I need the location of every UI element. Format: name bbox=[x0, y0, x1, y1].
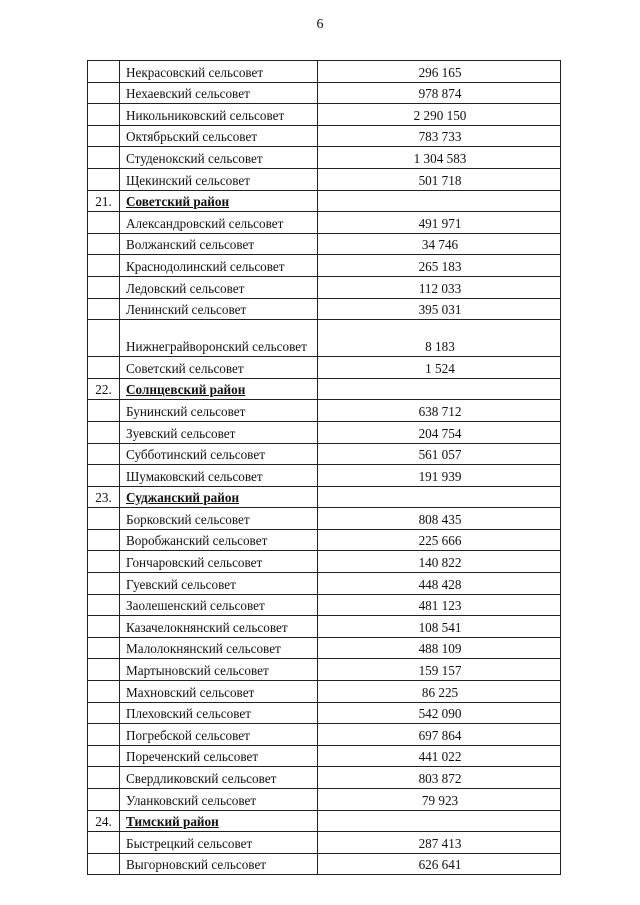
table-row bbox=[88, 745, 561, 767]
council-name: Заолешенский сельсовет bbox=[120, 594, 318, 616]
allocation-table bbox=[87, 60, 561, 875]
row-number bbox=[88, 508, 120, 530]
table-row bbox=[88, 551, 561, 573]
table-body bbox=[88, 61, 561, 875]
council-name: Бунинский сельсовет bbox=[120, 400, 318, 422]
council-name: Волжанский сельсовет bbox=[120, 233, 318, 255]
amount-value: 978 874 bbox=[318, 82, 561, 104]
table-row bbox=[88, 594, 561, 616]
table-row bbox=[88, 357, 561, 379]
council-name: Погребской сельсовет bbox=[120, 724, 318, 746]
row-number bbox=[88, 465, 120, 487]
row-number bbox=[88, 298, 120, 320]
amount-value: 542 090 bbox=[318, 702, 561, 724]
council-name: Гуевский сельсовет bbox=[120, 573, 318, 595]
table-row bbox=[88, 832, 561, 854]
council-name: Шумаковский сельсовет bbox=[120, 465, 318, 487]
amount-value: 159 157 bbox=[318, 659, 561, 681]
row-number bbox=[88, 400, 120, 422]
amount-value: 626 641 bbox=[318, 853, 561, 875]
table-row bbox=[88, 616, 561, 638]
table-row bbox=[88, 529, 561, 551]
amount-value: 108 541 bbox=[318, 616, 561, 638]
amount-value: 501 718 bbox=[318, 168, 561, 190]
council-name: Пореченский сельсовет bbox=[120, 745, 318, 767]
row-number bbox=[88, 320, 120, 357]
amount-value: 803 872 bbox=[318, 767, 561, 789]
amount-value: 296 165 bbox=[318, 61, 561, 83]
council-name: Мартыновский сельсовет bbox=[120, 659, 318, 681]
table-row bbox=[88, 104, 561, 126]
row-number bbox=[88, 276, 120, 298]
row-number: 22. bbox=[88, 378, 120, 400]
table-row bbox=[88, 508, 561, 530]
amount-value: 1 524 bbox=[318, 357, 561, 379]
council-name: Октябрьский сельсовет bbox=[120, 125, 318, 147]
row-number bbox=[88, 147, 120, 169]
council-name: Щекинский сельсовет bbox=[120, 168, 318, 190]
amount-value: 86 225 bbox=[318, 681, 561, 703]
council-name: Борковский сельсовет bbox=[120, 508, 318, 530]
table-row bbox=[88, 443, 561, 465]
table-row bbox=[88, 421, 561, 443]
council-name: Махновский сельсовет bbox=[120, 681, 318, 703]
row-number bbox=[88, 168, 120, 190]
council-name: Субботинский сельсовет bbox=[120, 443, 318, 465]
amount-value bbox=[318, 190, 561, 212]
amount-value: 481 123 bbox=[318, 594, 561, 616]
row-number bbox=[88, 82, 120, 104]
table-row bbox=[88, 659, 561, 681]
amount-value bbox=[318, 378, 561, 400]
amount-value: 697 864 bbox=[318, 724, 561, 746]
district-row bbox=[88, 378, 561, 400]
row-number bbox=[88, 853, 120, 875]
row-number bbox=[88, 421, 120, 443]
council-name: Зуевский сельсовет bbox=[120, 421, 318, 443]
row-number bbox=[88, 551, 120, 573]
row-number bbox=[88, 789, 120, 811]
amount-value: 2 290 150 bbox=[318, 104, 561, 126]
district-row bbox=[88, 190, 561, 212]
council-name: Александровский сельсовет bbox=[120, 212, 318, 234]
row-number bbox=[88, 357, 120, 379]
council-name: Ленинский сельсовет bbox=[120, 298, 318, 320]
row-number bbox=[88, 529, 120, 551]
council-name: Никольниковский сельсовет bbox=[120, 104, 318, 126]
council-name: Гончаровский сельсовет bbox=[120, 551, 318, 573]
amount-value: 191 939 bbox=[318, 465, 561, 487]
council-name: Казачелокнянский сельсовет bbox=[120, 616, 318, 638]
amount-value: 1 304 583 bbox=[318, 147, 561, 169]
table-row bbox=[88, 573, 561, 595]
row-number bbox=[88, 659, 120, 681]
amount-value: 783 733 bbox=[318, 125, 561, 147]
amount-value: 287 413 bbox=[318, 832, 561, 854]
council-name: Уланковский сельсовет bbox=[120, 789, 318, 811]
table-row bbox=[88, 147, 561, 169]
amount-value: 561 057 bbox=[318, 443, 561, 465]
row-number bbox=[88, 616, 120, 638]
council-name: Нижнеграйворонский сельсовет bbox=[120, 320, 318, 357]
council-name: Советский сельсовет bbox=[120, 357, 318, 379]
district-name: Советский район bbox=[120, 190, 318, 212]
amount-value: 638 712 bbox=[318, 400, 561, 422]
council-name: Воробжанский сельсовет bbox=[120, 529, 318, 551]
row-number bbox=[88, 681, 120, 703]
row-number bbox=[88, 767, 120, 789]
row-number bbox=[88, 104, 120, 126]
amount-value: 491 971 bbox=[318, 212, 561, 234]
row-number: 23. bbox=[88, 486, 120, 508]
district-name: Солнцевский район bbox=[120, 378, 318, 400]
row-number bbox=[88, 702, 120, 724]
amount-value: 34 746 bbox=[318, 233, 561, 255]
amount-value: 112 033 bbox=[318, 276, 561, 298]
row-number bbox=[88, 255, 120, 277]
council-name: Выгорновский сельсовет bbox=[120, 853, 318, 875]
district-name: Суджанский район bbox=[120, 486, 318, 508]
amount-value: 204 754 bbox=[318, 421, 561, 443]
table-row bbox=[88, 702, 561, 724]
amount-value: 448 428 bbox=[318, 573, 561, 595]
table-row bbox=[88, 681, 561, 703]
table-row bbox=[88, 255, 561, 277]
council-name: Нехаевский сельсовет bbox=[120, 82, 318, 104]
council-name: Свердликовский сельсовет bbox=[120, 767, 318, 789]
row-number: 24. bbox=[88, 810, 120, 832]
table-row bbox=[88, 82, 561, 104]
row-number bbox=[88, 573, 120, 595]
table-row bbox=[88, 465, 561, 487]
page-number: 6 bbox=[316, 17, 324, 32]
district-row bbox=[88, 486, 561, 508]
row-number bbox=[88, 637, 120, 659]
table-row bbox=[88, 637, 561, 659]
amount-value: 488 109 bbox=[318, 637, 561, 659]
amount-value: 808 435 bbox=[318, 508, 561, 530]
table-row bbox=[88, 320, 561, 357]
council-name: Студенокский сельсовет bbox=[120, 147, 318, 169]
amount-value bbox=[318, 810, 561, 832]
table-row bbox=[88, 233, 561, 255]
row-number bbox=[88, 724, 120, 746]
row-number bbox=[88, 61, 120, 83]
council-name: Краснодолинский сельсовет bbox=[120, 255, 318, 277]
row-number bbox=[88, 443, 120, 465]
table-row bbox=[88, 212, 561, 234]
table-row bbox=[88, 400, 561, 422]
amount-value: 8 183 bbox=[318, 320, 561, 357]
table-row bbox=[88, 724, 561, 746]
table-row bbox=[88, 125, 561, 147]
row-number bbox=[88, 594, 120, 616]
row-number bbox=[88, 745, 120, 767]
table-row bbox=[88, 767, 561, 789]
table-row bbox=[88, 276, 561, 298]
amount-value: 79 923 bbox=[318, 789, 561, 811]
row-number bbox=[88, 832, 120, 854]
row-number bbox=[88, 233, 120, 255]
council-name: Ледовский сельсовет bbox=[120, 276, 318, 298]
row-number: 21. bbox=[88, 190, 120, 212]
row-number bbox=[88, 125, 120, 147]
council-name: Некрасовский сельсовет bbox=[120, 61, 318, 83]
table-row bbox=[88, 853, 561, 875]
council-name: Малолокнянский сельсовет bbox=[120, 637, 318, 659]
amount-value bbox=[318, 486, 561, 508]
council-name: Быстрецкий сельсовет bbox=[120, 832, 318, 854]
district-name: Тимский район bbox=[120, 810, 318, 832]
district-row bbox=[88, 810, 561, 832]
table-row bbox=[88, 61, 561, 83]
row-number bbox=[88, 212, 120, 234]
council-name: Плеховский сельсовет bbox=[120, 702, 318, 724]
table-row bbox=[88, 298, 561, 320]
amount-value: 225 666 bbox=[318, 529, 561, 551]
amount-value: 441 022 bbox=[318, 745, 561, 767]
amount-value: 140 822 bbox=[318, 551, 561, 573]
amount-value: 265 183 bbox=[318, 255, 561, 277]
table-row bbox=[88, 789, 561, 811]
amount-value: 395 031 bbox=[318, 298, 561, 320]
table-row bbox=[88, 168, 561, 190]
